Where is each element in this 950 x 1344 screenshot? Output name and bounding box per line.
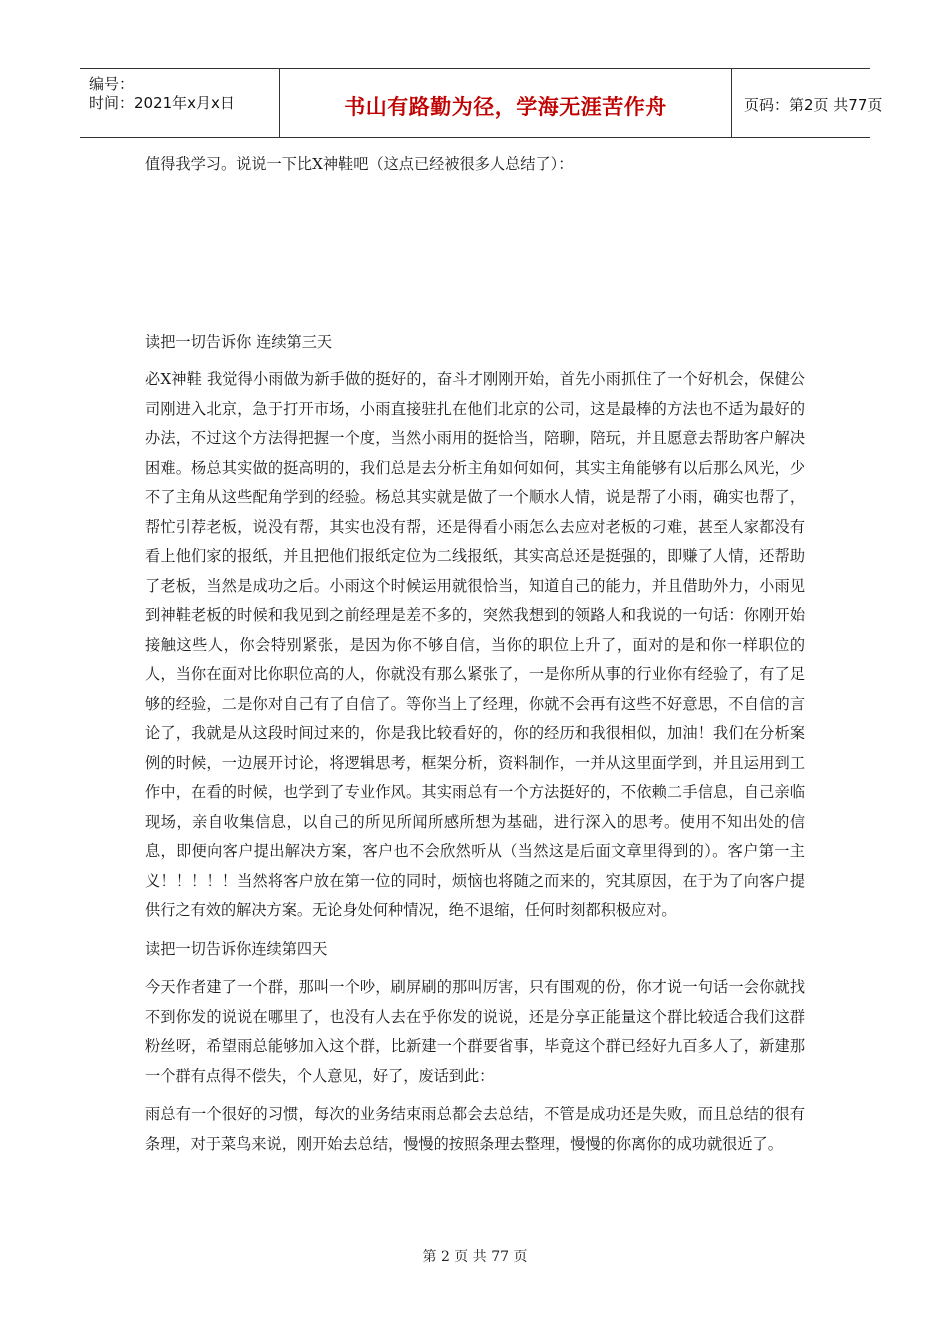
document-date-label: 时间：2021年x月x日 xyxy=(89,94,235,112)
page-footer: 第 2 页 共 77 页 xyxy=(422,1249,528,1265)
document-number-label: 编号： xyxy=(89,75,135,93)
paragraph-day4-intro: 今天作者建了一个群，那叫一个吵，刷屏刷的那叫厉害，只有围观的份，你才说一句话一会你就找不到你发的说说在哪里了，也没有人去在乎你发的说说，还是分享正能量这个群比较适合我们这群粉丝呀，希望雨总能够加入这个群，比新建一个群要省事，毕竟这个群已经好九百多人了，新建那一个群有点得不偿失，个人意见，好了，废话到此： xyxy=(145,978,805,1085)
document-body xyxy=(145,150,805,1159)
header-motto: 书山有路勤为径，学海无涯苦作舟 xyxy=(344,94,667,119)
section-heading-day3: 读把一切告诉你 连续第三天 xyxy=(145,332,333,351)
paragraph-day3: 必X神鞋 我觉得小雨做为新手做的挺好的，奋斗才刚刚开始，首先小雨抓住了一个好机会，保健公司刚进入北京，急于打开市场，小雨直接驻扎在他们北京的公司，这是最棒的方法也不适为最好的办法，不过这个方法得把握一个度，当然小雨用的挺恰当，陪聊，陪玩，并且愿意去帮助客户解决困难。杨总其实做的挺高明的，我们总是去分析主角如何如何，其实主角能够有以后那么风光，少不了主角从这些配角学到的经验。杨总其实就是做了一个顺水人情，说是帮了小雨，确实也帮了，帮忙引荐老板，说没有帮，其实也没有帮，还是得看小雨怎么去应对老板的刁难，甚至人家都没有看上他们家的报纸，并且把他们报纸定位为二线报纸，其实高总还是挺强的，即赚了人情，还帮助了老板，当然是成功之后。小雨这个时候运用就很恰当，知道自己的能力，并且借助外力，小雨见到神鞋老板的时候和我见到之前经理是差不多的，突然我想到的领路人和我说的一句话：你刚开始接触这些人，你会特别紧张，是因为你不够自信，当你的职位上升了，面对的是和你一样职位的人，当你在面对比你职位高的人，你就没有那么紧张了，一是你所从事的行业你有经验了，有了足够的经验，二是你对自己有了自信了。等你当上了经理，你就不会再有这些不好意思，不自信的言论了，我就是从这段时间过来的，你是我比较看好的，你的经历和我很相似，加油！我们在分析案例的时候，一边展开讨论，将逻辑思考，框架分析，资料制作，一并从这里面学到，并且运用到工作中，在看的时候，也学到了专业作风。其实雨总有一个方法挺好的，不依赖二手信息，自己亲临现场，亲自收集信息，以自己的所见所闻所感所想为基础，进行深入的思考。使用不知出处的信息，即便向客户提出解决方案，客户也不会欣然听从（当然这是后面文章里得到的）。客户第一主义！！！！！当然将客户放在第一位的同时，烦恼也将随之而来的，究其原因，在于为了向客户提供行之有效的解决方案。无论身处何种情况，绝不退缩，任何时刻都积极应对。 xyxy=(145,370,805,919)
header-motto-cell xyxy=(280,69,732,137)
header-page-cell xyxy=(732,69,883,137)
page-header xyxy=(80,68,883,138)
paragraph-intro: 值得我学习。说说一下比X神鞋吧（这点已经被很多人总结了）： xyxy=(145,155,574,173)
header-page-number: 页码：第2页 共77页 xyxy=(744,96,883,114)
paragraph-day4-habit: 雨总有一个很好的习惯，每次的业务结束雨总都会去总结，不管是成功还是失败，而且总结的很有条理，对于菜鸟来说，刚开始去总结，慢慢的按照条理去整理，慢慢的你离你的成功就很近了。 xyxy=(145,1105,805,1153)
section-heading-day4: 读把一切告诉你连续第四天 xyxy=(145,939,328,958)
header-left-cell xyxy=(80,69,280,137)
